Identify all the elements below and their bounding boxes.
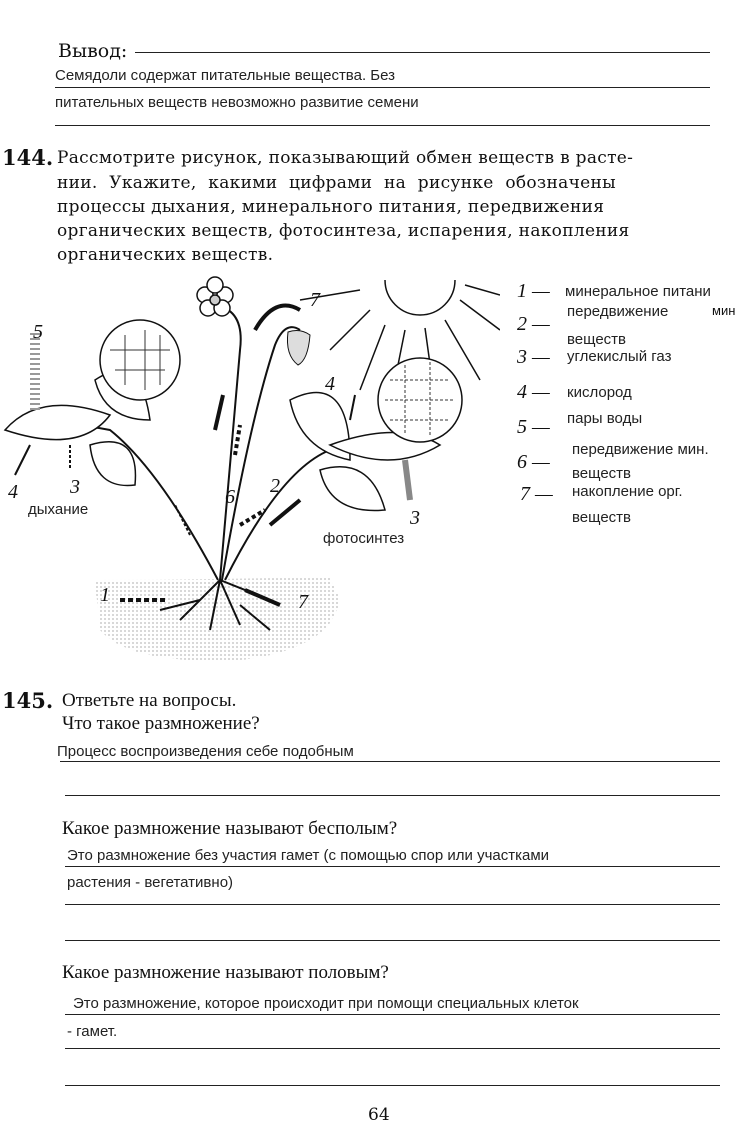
answer-line bbox=[65, 1085, 720, 1086]
answer-3: углекислый газ bbox=[567, 348, 672, 365]
plant-metabolism-figure bbox=[0, 270, 500, 675]
answer-2-line1: передвижение bbox=[567, 303, 669, 320]
answer-1-extra: мин bbox=[712, 303, 736, 318]
figure-label-3-left: 3 bbox=[70, 476, 80, 498]
conclusion-answer-2: питательных веществ невозможно развитие семени bbox=[55, 94, 419, 111]
answer-3-number: 3 — bbox=[517, 346, 550, 368]
answer-line bbox=[65, 795, 720, 796]
task-145-number: 145. bbox=[2, 688, 54, 713]
answer-5-number: 5 — bbox=[517, 416, 550, 438]
task-144-text-5: органических веществ. bbox=[57, 245, 274, 265]
answer-7-number: 7 — bbox=[520, 483, 553, 505]
answer-q3-line1: Это размножение, которое происходит при помощи специальных клеток bbox=[73, 995, 579, 1012]
answer-2-number: 2 — bbox=[517, 313, 550, 335]
question-3: Какое размножение называют половым? bbox=[62, 962, 389, 983]
question-1: Что такое размножение? bbox=[62, 713, 260, 734]
answer-line bbox=[65, 1014, 720, 1015]
task-145-intro: Ответьте на вопросы. bbox=[62, 690, 237, 711]
label-photosynthesis: фотосинтез bbox=[323, 530, 405, 547]
figure-label-7-top: 7 bbox=[310, 289, 320, 311]
figure-label-1: 1 bbox=[100, 584, 110, 606]
figure-label-6: 6 bbox=[225, 486, 235, 508]
task-144-text-4: органических веществ, фотосинтеза, испарения, накопления bbox=[57, 221, 630, 241]
flower-icon bbox=[197, 277, 233, 316]
conclusion-answer-1: Семядоли содержат питательные вещества. Без bbox=[55, 67, 396, 84]
answer-6-number: 6 — bbox=[517, 451, 550, 473]
answer-line bbox=[65, 904, 720, 905]
cell-magnifier-left bbox=[100, 320, 180, 400]
process-arrows bbox=[15, 306, 410, 606]
label-respiration: дыхание bbox=[28, 501, 89, 518]
answer-1-number: 1 — bbox=[517, 280, 550, 302]
task-144-number: 144. bbox=[2, 145, 54, 170]
figure-label-7-bottom: 7 bbox=[298, 591, 308, 613]
answer-line bbox=[60, 761, 720, 762]
answer-q3-line2: - гамет. bbox=[67, 1023, 118, 1040]
figure-label-4-right: 4 bbox=[325, 373, 335, 395]
answer-line bbox=[65, 866, 720, 867]
answer-line bbox=[65, 1048, 720, 1049]
answer-q2-line1: Это размножение без участия гамет (с помощью спор или участками bbox=[67, 847, 550, 864]
answer-7-line1: накопление орг. bbox=[572, 483, 683, 500]
answer-4-number: 4 — bbox=[517, 381, 550, 403]
task-144-text-3: процессы дыхания, минерального питания, передвижения bbox=[57, 197, 605, 217]
answer-6-line1: передвижение мин. bbox=[572, 441, 709, 458]
strawberry-icon bbox=[287, 331, 310, 365]
page-number: 64 bbox=[368, 1105, 390, 1125]
answer-7-line2: веществ bbox=[572, 509, 631, 526]
answer-line bbox=[135, 52, 710, 53]
question-2: Какое размножение называют бесполым? bbox=[62, 818, 398, 839]
task-144-text-1: Рассмотрите рисунок, показывающий обмен веществ в расте- bbox=[57, 148, 634, 168]
conclusion-label: Вывод: bbox=[58, 40, 128, 62]
answer-6-line2: веществ bbox=[572, 465, 631, 482]
answer-line bbox=[55, 125, 710, 126]
answer-5: пары воды bbox=[567, 410, 643, 427]
answer-q1: Процесс воспроизведения себе подобным bbox=[57, 743, 354, 760]
answer-q2-line2: растения - вегетативно) bbox=[67, 874, 234, 891]
answer-4: кислород bbox=[567, 384, 632, 401]
task-144-text-2: нии. Укажите, какими цифрами на рисунке обозначены bbox=[57, 173, 616, 193]
figure-label-2: 2 bbox=[270, 475, 280, 497]
cell-magnifier-right bbox=[378, 358, 462, 442]
figure-label-4-left: 4 bbox=[8, 481, 18, 503]
figure-label-3-right: 3 bbox=[410, 507, 420, 529]
answer-2-line2: веществ bbox=[567, 331, 626, 348]
answer-line bbox=[65, 940, 720, 941]
figure-label-5: 5 bbox=[33, 321, 43, 343]
answer-1: минеральное питани bbox=[565, 283, 711, 300]
answer-line bbox=[55, 87, 710, 88]
